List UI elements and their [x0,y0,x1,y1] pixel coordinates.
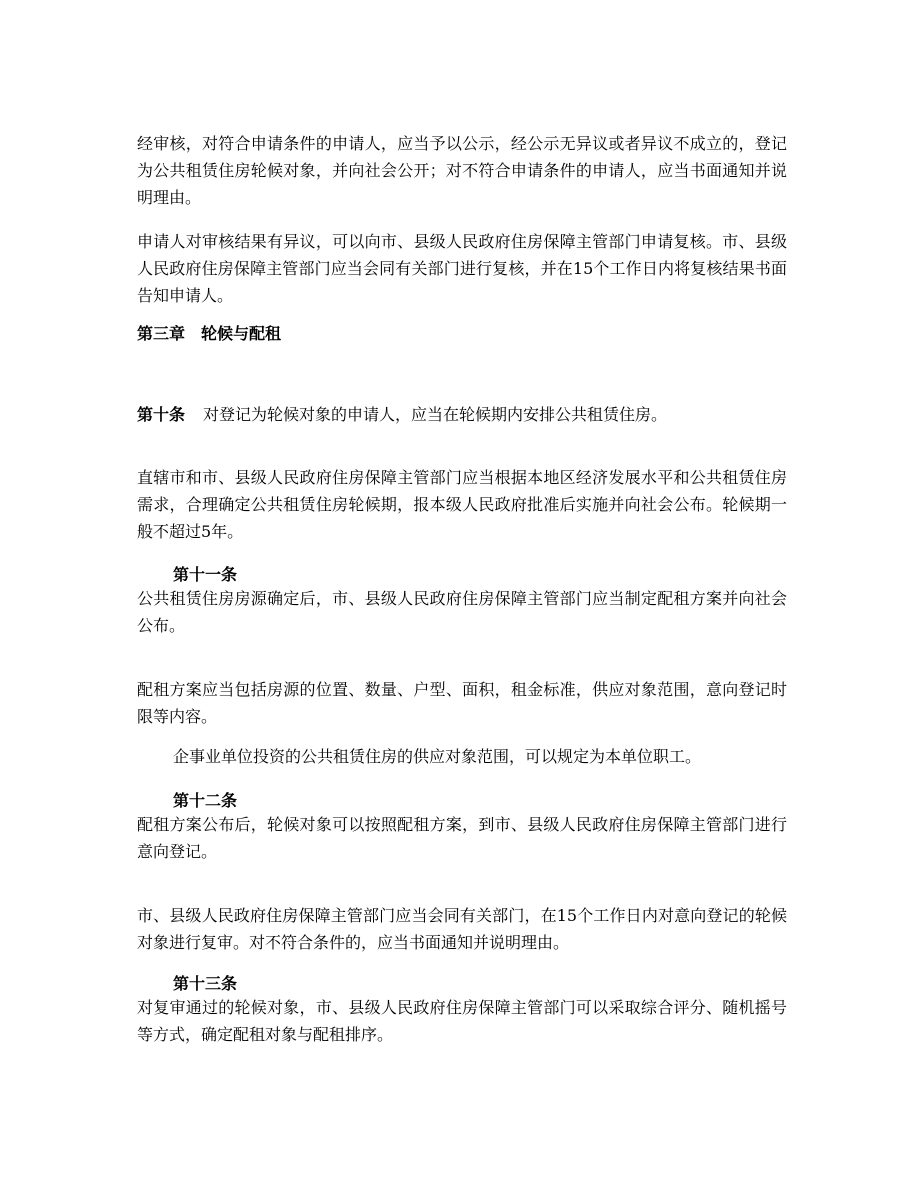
paragraph-review-registration: 市、县级人民政府住房保障主管部门应当会同有关部门，在15个工作日内对意向登记的轮候对象进行复审。对不符合条件的，应当书面通知并说明理由。 [137,906,787,952]
article-12-text: 配租方案公布后，轮候对象可以按照配租方案，到市、县级人民政府住房保障主管部门进行意向登记。 [137,815,787,861]
paragraph-enterprise-housing: 企事业单位投资的公共租赁住房的供应对象范围，可以规定为本单位职工。 [173,747,702,766]
article-11-label: 第十一条 [173,565,238,584]
article-10-text: 对登记为轮候对象的申请人，应当在轮候期内安排公共租赁住房。 [203,405,668,424]
article-13-label: 第十三条 [173,974,238,993]
paragraph-allocation-plan-content: 配租方案应当包括房源的位置、数量、户型、面积，租金标准，供应对象范围，意向登记时限等内容。 [137,680,787,726]
paragraph-review-publicity: 经审核，对符合申请条件的申请人，应当予以公示，经公示无异议或者异议不成立的，登记为公共租赁住房轮候对象，并向社会公开；对不符合申请条件的申请人，应当书面通知并说明理由。 [137,134,787,207]
chapter-heading-3: 第三章 轮候与配租 [137,324,282,343]
article-13-text: 对复审通过的轮候对象，市、县级人民政府住房保障主管部门可以采取综合评分、随机摇号等方式，确定配租对象与配租排序。 [137,998,787,1044]
article-10 [137,401,787,428]
article-10-label: 第十条 [137,405,186,424]
article-12-label: 第十二条 [173,791,238,810]
paragraph-waiting-period: 直辖市和市、县级人民政府住房保障主管部门应当根据本地区经济发展水平和公共租赁住房需求，合理确定公共租赁住房轮候期，报本级人民政府批准后实施并向社会公布。轮候期一般不超过5年。 [137,468,787,541]
paragraph-reexamination: 申请人对审核结果有异议，可以向市、县级人民政府住房保障主管部门申请复核。市、县级人民政府住房保障主管部门应当会同有关部门进行复核，并在15个工作日内将复核结果书面告知申请人。 [137,232,787,305]
article-11-text: 公共租赁住房房源确定后，市、县级人民政府住房保障主管部门应当制定配租方案并向社会公布。 [137,589,787,635]
